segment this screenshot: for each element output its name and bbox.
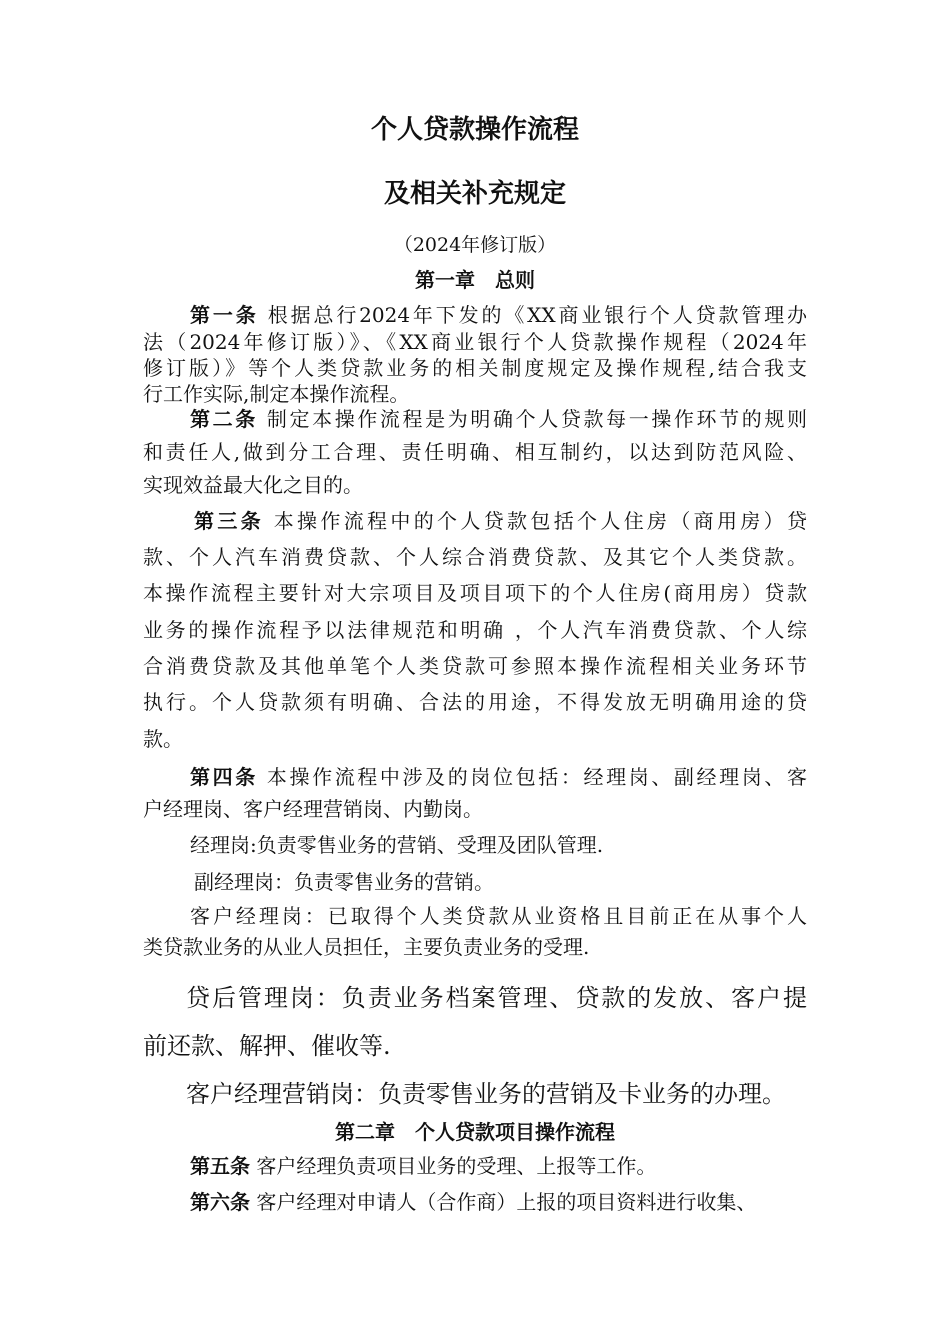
role-manager: 经理岗:负责零售业务的营销、受理及团队管理. [190, 833, 604, 857]
chapter-1-heading: 第一章 总则 [415, 268, 535, 292]
article-3-label: 第三条 [194, 509, 264, 533]
role-deputy-manager: 副经理岗：负责零售业务的营销。 [194, 870, 494, 894]
role-post-loan: 贷后管理岗：负责业务档案管理、贷款的发放、客户提 [186, 984, 807, 1012]
article-3-line: 款、个人汽车消费贷款、个人综合消费贷款、及其它个人类贷款。 [143, 545, 807, 569]
article-1-label: 第一条 [190, 303, 259, 327]
article-1-line: 法（2024年修订版）》、《XX商业银行个人贷款操作规程（2024年 [143, 330, 807, 354]
article-3-line: 执行。个人贷款须有明确、合法的用途，不得发放无明确用途的贷 [143, 690, 807, 714]
article-3-line: 合消费贷款及其他单笔个人类贷款可参照本操作流程相关业务环节 [143, 654, 807, 678]
document-title-line1: 个人贷款操作流程 [370, 115, 579, 145]
document-title-line2: 及相关补充规定 [383, 179, 566, 209]
article-4-line: 本操作流程中涉及的岗位包括：经理岗、副经理岗、客 [266, 765, 808, 789]
article-2-line: 制定本操作流程是为明确个人贷款每一操作环节的规则 [266, 407, 808, 431]
chapter-2-heading: 第二章 个人贷款项目操作流程 [335, 1120, 615, 1144]
role-post-loan: 前还款、解押、催收等. [143, 1032, 391, 1060]
article-4-label: 第四条 [190, 765, 258, 789]
article-2-line: 实现效益最大化之目的。 [143, 473, 363, 497]
article-1-line: 根据总行2024年下发的《XX商业银行个人贷款管理办 [267, 303, 808, 327]
article-3-line: 本操作流程主要针对大宗项目及项目项下的个人住房(商用房）贷款 [143, 581, 807, 605]
revision-note: （2024年修订版） [393, 234, 557, 256]
article-6-label: 第六条 [190, 1190, 250, 1214]
article-5-label: 第五条 [190, 1154, 250, 1178]
article-1-line: 修订版）》等个人类贷款业务的相关制度规定及操作规程,结合我支 [143, 356, 807, 380]
article-2-line: 和责任人,做到分工合理、责任明确、相互制约，以达到防范风险、 [143, 440, 807, 464]
article-2-label: 第二条 [190, 407, 258, 431]
article-5 [190, 1154, 656, 1178]
article-3-line: 本操作流程中的个人贷款包括个人住房（商用房）贷 [273, 509, 808, 533]
article-6-line: 客户经理对申请人（合作商）上报的项目资料进行收集、 [256, 1190, 757, 1214]
role-account-manager: 类贷款业务的从业人员担任，主要负责业务的受理. [143, 935, 590, 959]
role-account-manager: 客户经理岗：已取得个人类贷款从业资格且目前正在从事个人 [190, 904, 807, 928]
article-6 [190, 1190, 756, 1214]
article-5-line: 客户经理负责项目业务的受理、上报等工作。 [256, 1154, 657, 1178]
article-1-line: 行工作实际,制定本操作流程。 [143, 382, 410, 406]
article-3-line: 款。 [143, 727, 183, 751]
article-4-line: 户经理岗、客户经理营销岗、内勤岗。 [143, 797, 483, 821]
role-marketing: 客户经理营销岗：负责零售业务的营销及卡业务的办理。 [186, 1080, 786, 1108]
article-3-line: 业务的操作流程予以法律规范和明确 ，个人汽车消费贷款、个人综 [143, 618, 807, 642]
